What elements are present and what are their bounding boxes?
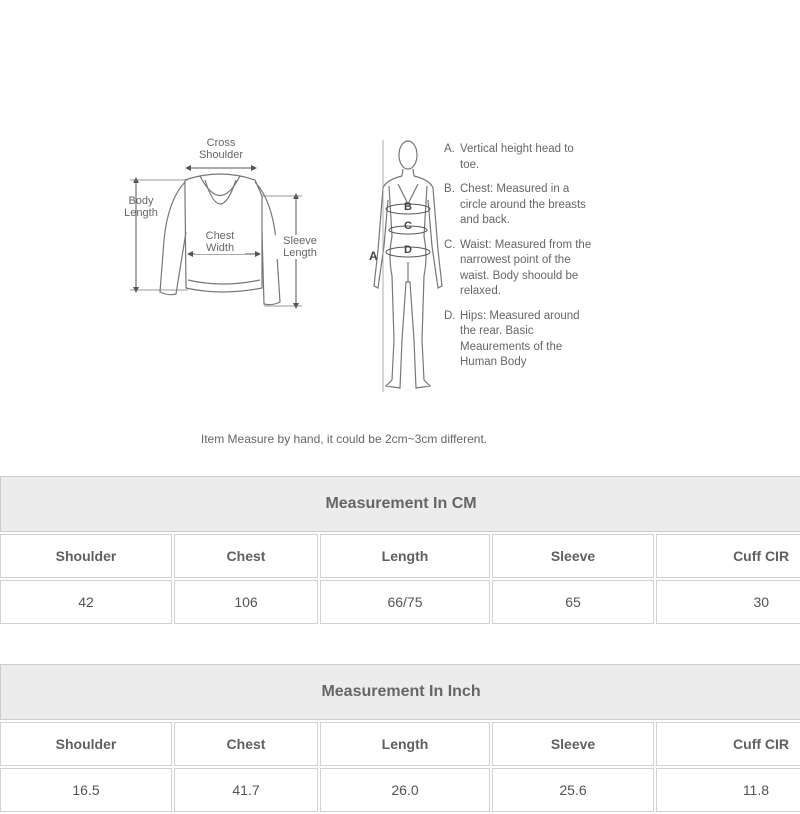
cross-shoulder-label: Cross Shoulder: [198, 137, 244, 161]
body-length-label: Body Length: [124, 195, 158, 219]
header-sleeve: Sleeve: [492, 534, 654, 578]
note-c: [444, 238, 594, 300]
header-shoulder: Shoulder: [0, 534, 172, 578]
note-b: [444, 182, 594, 229]
value-cuff-cir: 30: [656, 580, 800, 624]
note-text: Hips: Measured around the rear. Basic Meaurements of the Human Body: [460, 309, 580, 368]
value-chest: 106: [174, 580, 318, 624]
letter-b: B: [404, 201, 412, 213]
letter-a: A: [369, 249, 378, 263]
header-length: Length: [320, 722, 490, 766]
note-text: Vertical height head to toe.: [460, 143, 574, 171]
measurement-table-inch: [0, 662, 800, 814]
header-shoulder: Shoulder: [0, 722, 172, 766]
header-sleeve: Sleeve: [492, 722, 654, 766]
note-a: [444, 142, 594, 173]
value-chest: 41.7: [174, 768, 318, 812]
value-length: 26.0: [320, 768, 490, 812]
value-shoulder: 42: [0, 580, 172, 624]
value-sleeve: 25.6: [492, 768, 654, 812]
note-prefix: D.: [444, 309, 456, 322]
header-cuff-cir: Cuff CIR: [656, 722, 800, 766]
note-prefix: B.: [444, 183, 455, 195]
measure-caption: Item Measure by hand, it could be 2cm~3cm different.: [200, 432, 488, 446]
chest-width-label: Chest Width: [195, 230, 245, 254]
measurement-notes: [444, 142, 594, 380]
header-cuff-cir: Cuff CIR: [656, 534, 800, 578]
value-sleeve: 65: [492, 580, 654, 624]
header-length: Length: [320, 534, 490, 578]
letter-d: D: [404, 244, 412, 256]
table-title: Measurement In Inch: [0, 664, 800, 720]
note-prefix: C.: [444, 238, 456, 251]
human-body-sketch-icon: [374, 141, 442, 388]
value-cuff-cir: 11.8: [656, 768, 800, 812]
note-text: Waist: Measured from the narrowest point of the waist. Body shoould be relaxed.: [460, 238, 592, 297]
sleeve-length-label: Sleeve Length: [274, 235, 326, 259]
note-prefix: A.: [444, 143, 455, 155]
measurement-table-cm: [0, 474, 800, 626]
letter-c: C: [404, 220, 412, 232]
header-chest: Chest: [174, 722, 318, 766]
value-shoulder: 16.5: [0, 768, 172, 812]
value-length: 66/75: [320, 580, 490, 624]
note-d: [444, 309, 594, 371]
header-chest: Chest: [174, 534, 318, 578]
note-text: Chest: Measured in a circle around the breasts and back.: [460, 183, 586, 226]
table-title: Measurement In CM: [0, 476, 800, 532]
